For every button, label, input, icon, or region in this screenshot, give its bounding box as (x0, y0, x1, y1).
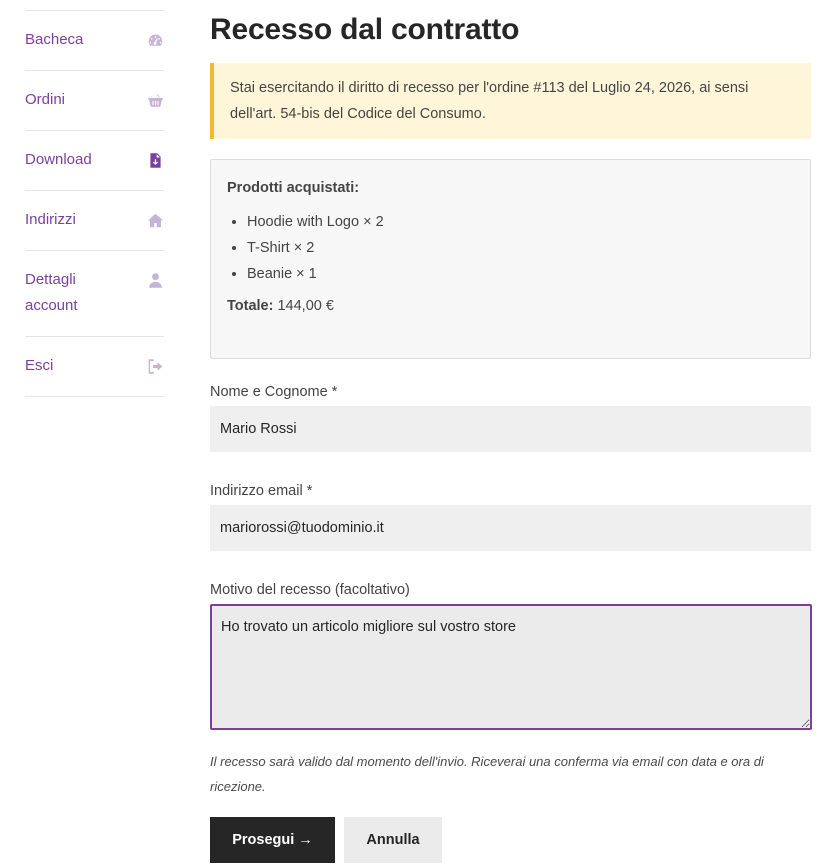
order-total (227, 295, 795, 317)
total-value: 144,00 € (277, 298, 334, 314)
form-actions (210, 817, 811, 863)
sign-out-icon (146, 357, 164, 375)
sidebar-item-esci[interactable] (25, 337, 164, 397)
total-label: Totale: (227, 298, 274, 314)
page-title: Recesso dal contratto (210, 13, 520, 46)
sidebar-item-bacheca[interactable] (25, 11, 164, 71)
name-label: Nome e Cognome * (210, 384, 338, 400)
continue-button[interactable]: Prosegui → (210, 817, 335, 863)
list-item: • Hoodie with Logo × 2 (247, 209, 795, 235)
products-list (227, 209, 795, 287)
list-item: • T-Shirt × 2 (247, 235, 795, 261)
sidebar-item-label: Bacheca (25, 31, 84, 48)
sidebar-item-dettagli-account[interactable] (25, 251, 164, 337)
name-field[interactable] (210, 406, 811, 452)
purchased-products-box (210, 159, 811, 359)
main-content (210, 0, 811, 863)
sidebar-item-label: Download (25, 151, 92, 168)
home-icon (146, 211, 164, 229)
sidebar-item-label: Dettagli account (25, 271, 78, 314)
products-heading: Prodotti acquistati: (227, 180, 360, 196)
user-icon (146, 271, 164, 289)
basket-icon (146, 91, 164, 109)
reason-label: Motivo del recesso (facoltativo) (210, 582, 410, 598)
sidebar-item-ordini[interactable] (25, 71, 164, 131)
account-navigation (25, 10, 164, 397)
sidebar-item-label: Indirizzi (25, 211, 76, 228)
email-label: Indirizzo email * (210, 483, 313, 499)
sidebar-item-indirizzi[interactable] (25, 191, 164, 251)
file-download-icon (146, 151, 164, 169)
cancel-button[interactable]: Annulla (344, 817, 442, 863)
withdrawal-notice: Stai esercitando il diritto di recesso per l'ordine #113 del Luglio 24, 2026, ai sensi dell'art. 54-bis del Codice del Consumo. (210, 63, 811, 139)
info-text: Il recesso sarà valido dal momento dell'invio. Riceverai una conferma via email con data e ora di ricezione. (210, 754, 764, 794)
sidebar-item-download[interactable] (25, 131, 164, 191)
list-item: • Beanie × 1 (247, 261, 795, 287)
dashboard-gauge-icon (146, 31, 164, 49)
email-field[interactable] (210, 505, 811, 551)
sidebar-item-label: Ordini (25, 91, 66, 108)
reason-textarea[interactable] (210, 604, 812, 730)
sidebar-item-label: Esci (25, 357, 54, 374)
